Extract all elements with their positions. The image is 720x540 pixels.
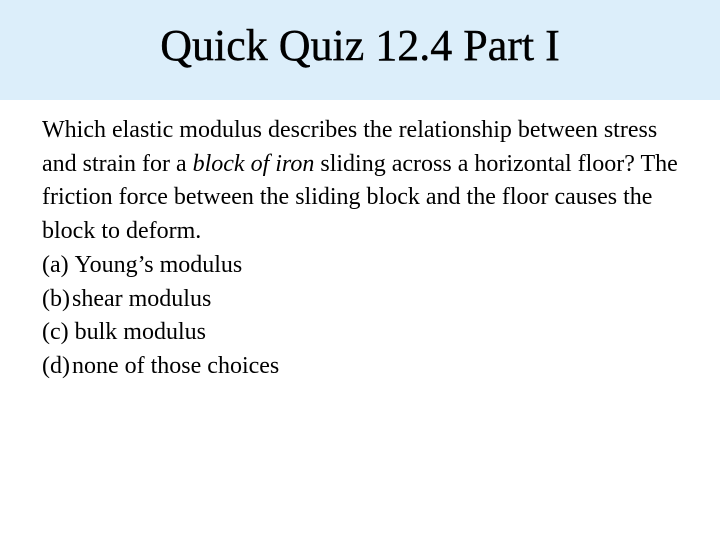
question-text-part2: sliding across a horizontal floor? The friction force between the sliding block and the floor causes the block to deform. (42, 150, 678, 245)
question-text (42, 114, 682, 249)
question-text-part1: Which elastic modulus describes the relationship between stress and strain for a (42, 117, 658, 177)
choice-d-letter: (d) (42, 352, 70, 379)
choice-c-text: bulk modulus (74, 319, 206, 346)
choice-d (42, 350, 682, 384)
title-bar (0, 0, 720, 100)
choice-a (42, 249, 682, 283)
choice-b (42, 283, 682, 317)
choice-c (42, 316, 682, 350)
question-emphasis: block of iron (192, 150, 315, 177)
choice-c-letter: (c) (42, 319, 69, 346)
slide-content (42, 114, 682, 384)
choice-list (42, 249, 682, 384)
slide-title: Quick Quiz 12.4 Part I (160, 21, 560, 70)
choice-b-text: shear modulus (71, 285, 212, 312)
choice-a-text: Young’s modulus (74, 251, 243, 278)
choice-b-letter: (b) (42, 285, 70, 312)
choice-a-letter: (a) (42, 251, 69, 278)
choice-d-text: none of those choices (71, 352, 280, 379)
